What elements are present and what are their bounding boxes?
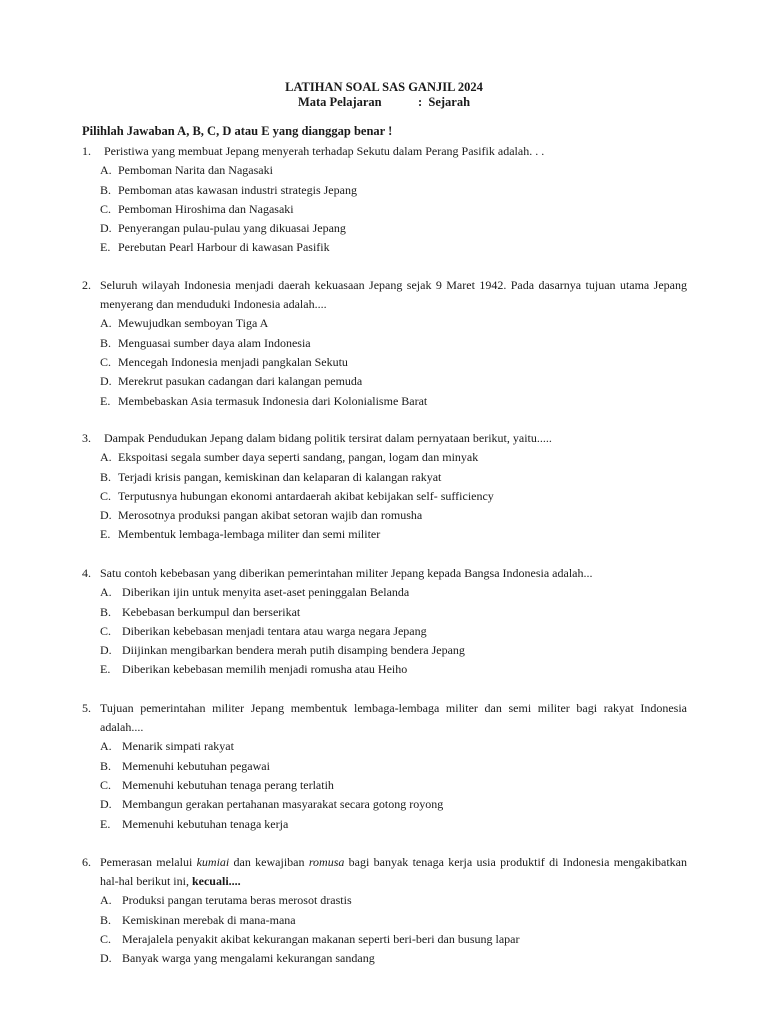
option-letter: C. [100,201,112,216]
option-c [82,622,687,641]
option-letter: C. [100,932,112,946]
question-number: 4. [82,566,91,580]
option-letter: E. [100,393,111,408]
option-text: Terputusnya hubungan ekonomi antardaerah akibat kebijakan self- sufficiency [118,488,494,503]
option-letter: D. [100,951,112,966]
option-text: Membentuk lembaga-lembaga militer dan semi militer [118,527,381,542]
option-text: Diberikan kebebasan menjadi tentara atau warga negara Jepang [122,623,427,638]
option-b [82,603,687,622]
option-text: Merosotnya produksi pangan akibat setoran wajib dan romusha [118,508,423,523]
subject-label: Mata Pelajaran [297,95,382,109]
question-1 [82,142,687,258]
document-title: LATIHAN SOAL SAS GANJIL 2024 [285,80,483,94]
option-text: Kemiskinan merebak di mana-mana [122,912,296,927]
option-letter: D. [100,508,112,523]
question-stem [82,429,687,448]
option-c [82,487,687,506]
option-letter: E. [100,816,111,831]
question-number: 3. [82,431,91,445]
question-number: 2. [82,278,91,292]
question-number: 1. [82,144,91,158]
option-c [82,200,687,219]
subject-separator: : [417,95,423,109]
question-6 [82,853,687,969]
option-text: Mencegah Indonesia menjadi pangkalan Sekutu [118,355,348,369]
option-text: Mewujudkan semboyan Tiga A [118,316,269,331]
question-stem [82,564,687,583]
option-b [82,911,687,930]
option-letter: B. [100,335,112,350]
option-letter: B. [100,758,112,773]
option-text: Memenuhi kebutuhan tenaga perang terlatih [122,778,334,792]
option-a [82,314,687,333]
question-text: Satu contoh kebebasan yang diberikan pemerintahan militer Jepang kepada Bangsa Indonesia adalah... [100,566,593,580]
option-text: Merajalela penyakit akibat kekurangan makanan seperti beri-beri dan busung lapar [122,932,520,946]
option-text: Diberikan ijin untuk menyita aset-aset peninggalan Belanda [122,585,410,600]
option-letter: E. [100,240,111,255]
option-text: Kebebasan berkumpul dan berserikat [122,604,301,619]
option-text: Banyak warga yang mengalami kekurangan sandang [122,951,375,966]
option-letter: C. [100,488,112,503]
document-header [0,80,768,110]
option-e [82,525,687,544]
option-e [82,660,687,679]
option-e [82,815,687,834]
question-text: Tujuan pemerintahan militer Jepang membentuk lembaga-lembaga militer dan semi militer bagi rakyat Indonesia adalah.... [100,701,687,735]
option-e [82,238,687,257]
option-text: Produksi pangan terutama beras merosot drastis [122,893,352,908]
instruction-text: Pilihlah Jawaban A, B, C, D atau E yang dianggap benar ! [82,124,393,138]
question-number: 6. [82,855,91,869]
option-text: Membangun gerakan pertahanan masyarakat secara gotong royong [122,797,444,812]
option-d [82,372,687,391]
option-d [82,506,687,525]
option-letter: E. [100,527,111,542]
question-3 [82,429,687,545]
option-letter: C. [100,778,112,792]
option-text: Menarik simpati rakyat [122,739,234,754]
option-text: Menguasai sumber daya alam Indonesia [118,335,311,350]
option-b [82,334,687,353]
option-text: Memenuhi kebutuhan pegawai [122,758,270,773]
option-d [82,949,687,968]
question-text: Seluruh wilayah Indonesia menjadi daerah kekuasaan Jepang sejak 9 Maret 1942. Pada dasarnya tujuan utama Jepang menyerang dan menduduki Indonesia adalah.... [100,278,687,312]
question-4 [82,564,687,680]
option-a [82,583,687,602]
option-c [82,353,687,372]
option-text: Terjadi krisis pangan, kemiskinan dan kelaparan di kalangan rakyat [118,469,442,484]
option-letter: A. [100,739,112,754]
option-letter: D. [100,797,112,812]
option-a [82,891,687,910]
option-b [82,468,687,487]
question-5 [82,699,687,834]
question-text: Peristiwa yang membuat Jepang menyerah terhadap Sekutu dalam Perang Pasifik adalah. . . [104,144,545,158]
question-text: Pemerasan melalui kumiai dan kewajiban romusa bagi banyak tenaga kerja usia produktif di Indonesia mengakibatkan hal-hal berikut ini, kecuali.... [100,855,688,889]
option-text: Perebutan Pearl Harbour di kawasan Pasifik [118,240,330,255]
option-a [82,448,687,467]
option-text: Diijinkan mengibarkan bendera merah putih disamping bendera Jepang [122,643,465,658]
question-stem [82,142,687,161]
option-c [82,776,687,795]
option-text: Penyerangan pulau-pulau yang dikuasai Jepang [118,221,346,236]
option-d [82,795,687,814]
option-letter: D. [100,374,112,389]
question-stem [82,276,687,314]
question-2 [82,276,687,411]
option-text: Pemboman Narita dan Nagasaki [118,163,273,178]
option-letter: A. [100,316,112,331]
option-letter: E. [100,662,111,677]
option-letter: B. [100,469,112,484]
option-text: Pemboman Hiroshima dan Nagasaki [118,201,294,216]
option-letter: B. [100,912,112,927]
option-d [82,219,687,238]
question-number: 5. [82,701,91,715]
subject-line [298,95,470,110]
option-text: Diberikan kebebasan memilih menjadi romusha atau Heiho [122,662,408,677]
option-a [82,737,687,756]
option-letter: A. [100,893,112,908]
option-d [82,641,687,660]
question-stem [82,853,687,891]
option-text: Ekspoitasi segala sumber daya seperti sandang, pangan, logam dan minyak [118,450,479,465]
question-stem [82,699,687,737]
option-letter: C. [100,355,112,369]
option-text: Memenuhi kebutuhan tenaga kerja [122,816,289,831]
option-text: Membebaskan Asia termasuk Indonesia dari Kolonialisme Barat [118,393,428,408]
option-text: Merekrut pasukan cadangan dari kalangan pemuda [118,374,363,389]
question-text: Dampak Pendudukan Jepang dalam bidang politik tersirat dalam pernyataan berikut, yaitu..... [104,431,552,445]
option-letter: A. [100,450,112,465]
option-letter: A. [100,163,112,178]
option-letter: D. [100,221,112,236]
option-letter: B. [100,182,112,197]
option-e [82,392,687,411]
option-a [82,161,687,180]
option-letter: C. [100,623,112,638]
option-letter: D. [100,643,112,658]
option-b [82,181,687,200]
option-text: Pemboman atas kawasan industri strategis Jepang [118,182,357,197]
option-b [82,757,687,776]
option-c [82,930,687,949]
option-letter: A. [100,585,112,600]
subject-value: Sejarah [428,95,471,109]
option-letter: B. [100,604,112,619]
